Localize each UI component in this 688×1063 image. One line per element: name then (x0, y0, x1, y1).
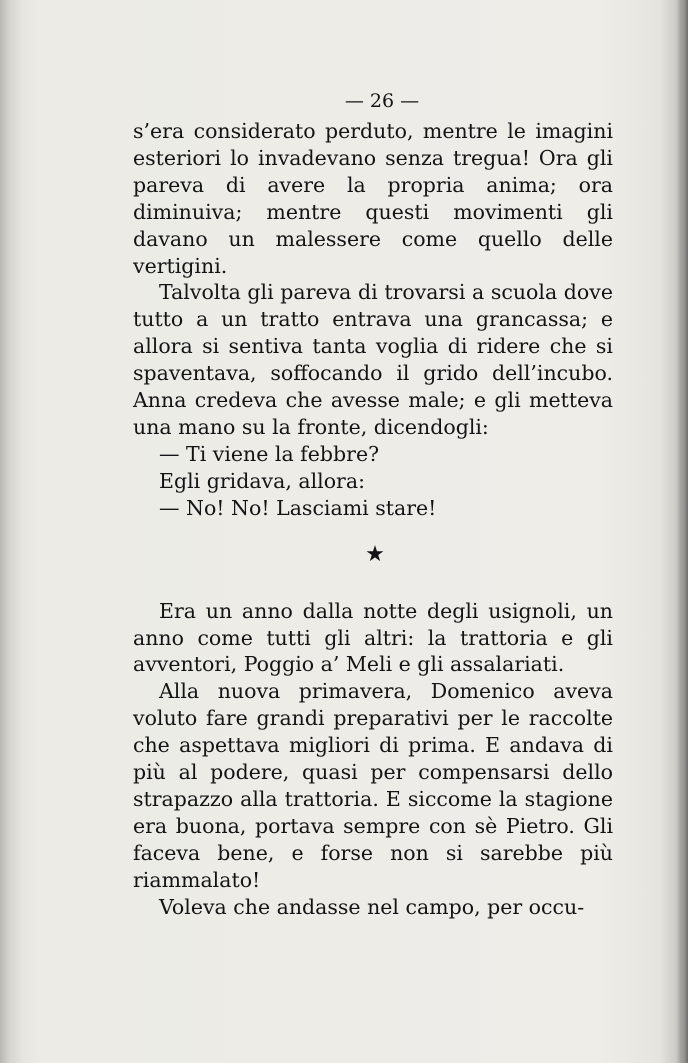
dialog-line: — No! No! Lasciami stare! (159, 495, 437, 520)
page-edge-shadow (676, 0, 688, 1063)
section-break-star-icon: ★ (365, 541, 385, 567)
paragraph: s’era considerato perduto, mentre le imagini esteriori lo invadevano senza tregua! Ora gli pareva di avere la propria anima; ora diminuiva; mentre questi movimenti gli davano un malessere come quello delle vertigini. (133, 119, 613, 278)
dialog-line: — Ti viene la febbre? (159, 441, 380, 466)
dialog-line: Egli gridava, allora: (159, 468, 365, 493)
page-number: — 26 — (344, 90, 420, 112)
page-text-block (133, 88, 613, 920)
paragraph: Era un anno dalla notte degli usignoli, un anno come tutti gli altri: la trattoria e gli avventori, Poggio a’ Meli e gli assalariati. (133, 598, 613, 677)
paragraph: Voleva che andasse nel campo, per occu- (159, 894, 585, 919)
paragraph: Talvolta gli pareva di trovarsi a scuola dove tutto a un tratto entrava una grancassa; e allora si sentiva tanta voglia di ridere che si spaventava, soffocando il grido dell’incubo. Anna credeva che avesse male; e gli metteva una mano su la fronte, dicendogli: (133, 280, 613, 439)
page-gutter-shadow (0, 0, 22, 1063)
paragraph: Alla nuova primavera, Domenico aveva voluto fare grandi preparativi per le raccolte che aspettava migliori di prima. E andava di più al podere, quasi per compensarsi dello strapazzo alla trattoria. E siccome la stagione era buona, portava sempre con sè Pietro. Gli faceva bene, e forse non si sarebbe più riammalato! (133, 679, 613, 892)
